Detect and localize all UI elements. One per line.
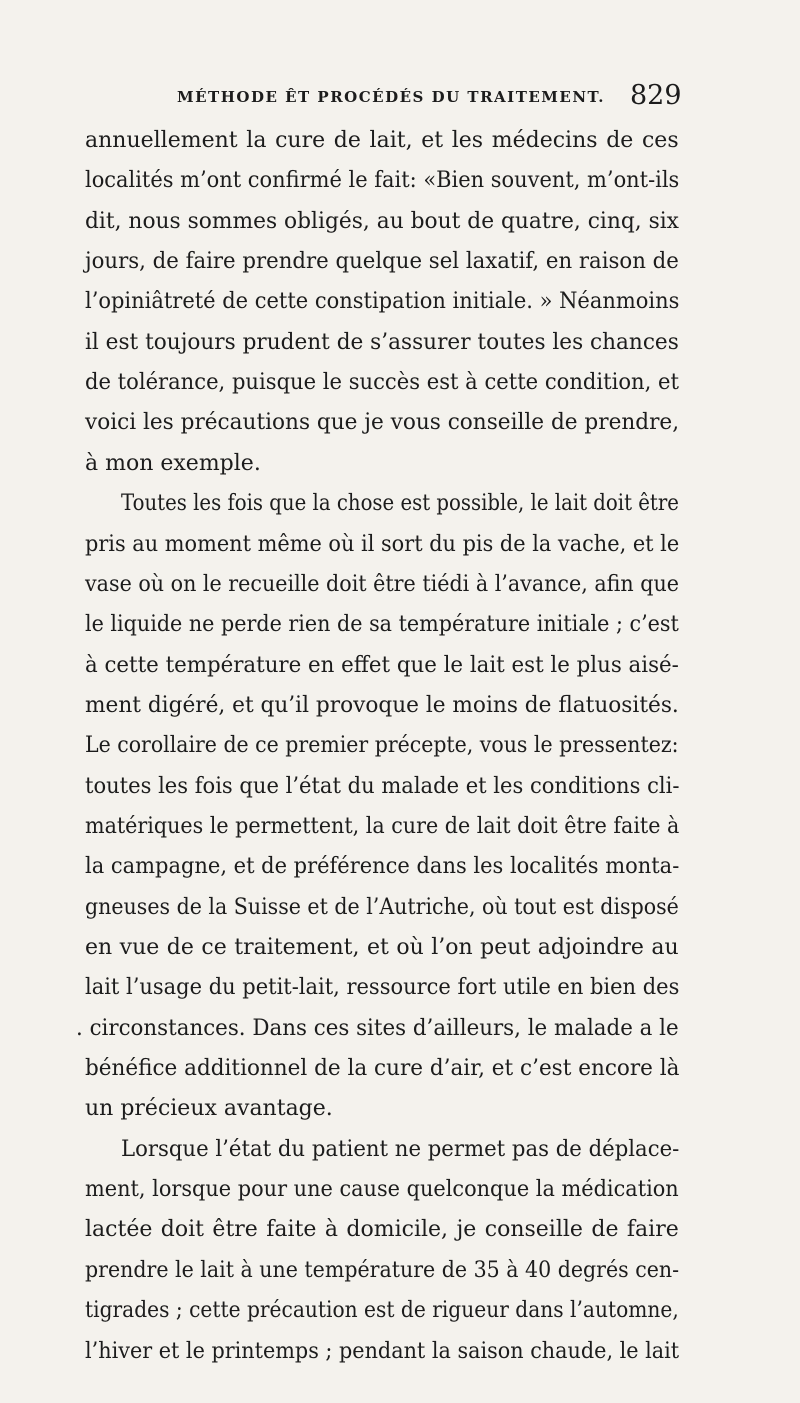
text-line: localités m’ont confirmé le fait: «Bien souvent, m’ont-ils [85, 168, 680, 194]
text-line: tigrades ; cette précaution est de rigueur dans l’automne, [85, 1298, 679, 1324]
text-line: . circonstances. Dans ces sites d’ailleurs, le malade a le [76, 1015, 679, 1041]
text-line: la campagne, et de préférence dans les localités monta- [85, 854, 680, 880]
text-line: le liquide ne perde rien de sa température initiale ; c’est [85, 612, 679, 638]
text-line: jours, de faire prendre quelque sel laxatif, en raison de [85, 249, 679, 275]
text-line: toutes les fois que l’état du malade et les conditions cli- [85, 773, 680, 799]
text-line: l’hiver et le printemps ; pendant la saison chaude, le lait [85, 1338, 680, 1364]
text-line: à mon exemple. [85, 450, 261, 476]
text-line: matériques le permettent, la cure de lait doit être faite à [85, 813, 680, 839]
running-title: MÉTHODE ÊT PROCÉDÉS DU TRAITEMENT. [177, 88, 605, 106]
text-line: Toutes les fois que la chose est possible, le lait doit être [121, 491, 679, 517]
text-line: l’opiniâtreté de cette constipation initiale. » Néanmoins [85, 289, 680, 315]
text-line: gneuses de la Suisse et de l’Autriche, où tout est disposé [85, 894, 679, 920]
running-header [0, 80, 800, 120]
text-line: bénéfice additionnel de la cure d’air, et c’est encore là [85, 1056, 680, 1082]
text-line: lait l’usage du petit-lait, ressource fort utile en bien des [85, 975, 680, 1001]
text-line: voici les précautions que je vous conseille de prendre, [85, 410, 680, 436]
text-line: dit, nous sommes obligés, au bout de quatre, cinq, six [85, 208, 679, 234]
text-line: à cette température en effet que le lait est le plus aisé- [85, 652, 679, 678]
text-line: ment, lorsque pour une cause quelconque la médication [85, 1177, 679, 1203]
text-line: annuellement la cure de lait, et les médecins de ces [85, 128, 679, 153]
text-line: de tolérance, puisque le succès est à cette condition, et [85, 370, 679, 396]
text-line: prendre le lait à une température de 35 à 40 degrés cen- [85, 1257, 680, 1283]
text-line: il est toujours prudent de s’assurer toutes les chances [85, 329, 679, 355]
text-line: lactée doit être faite à domicile, je conseille de faire [85, 1217, 679, 1243]
text-line: un précieux avantage. [85, 1096, 333, 1122]
text-line: pris au moment même où il sort du pis de la vache, et le [85, 531, 680, 557]
text-line: vase où on le recueille doit être tiédi à l’avance, afin que [85, 571, 680, 597]
text-line: en vue de ce traitement, et où l’on peut adjoindre au [85, 935, 679, 960]
text-line: ment digéré, et qu’il provoque le moins de flatuosités. [85, 692, 679, 718]
page-number: 829 [630, 80, 682, 111]
text-line: Le corollaire de ce premier précepte, vous le pressentez: [85, 733, 679, 759]
text-line: Lorsque l’état du patient ne permet pas de déplace- [121, 1136, 680, 1162]
